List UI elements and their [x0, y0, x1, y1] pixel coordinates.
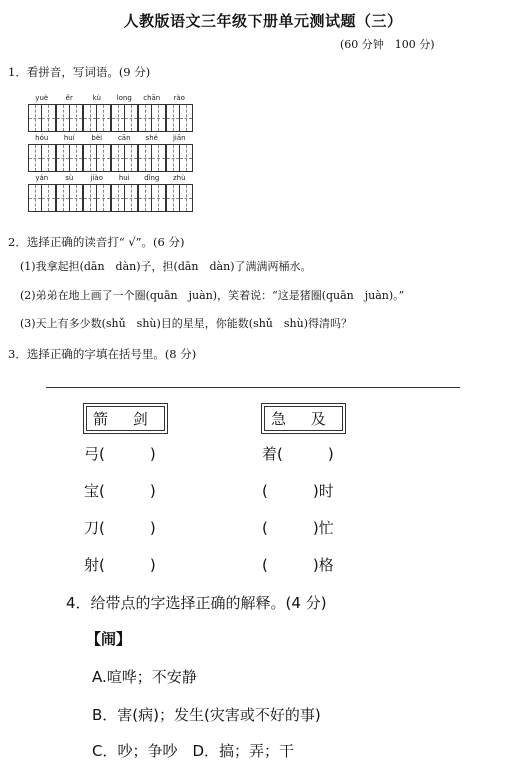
pinyin-label: huì: [118, 174, 130, 182]
writing-boxes[interactable]: [28, 104, 56, 132]
q2-item-3: (3)天上有多少数(shǔ shù)目的星星，你能数(shǔ shù)得清吗？: [20, 317, 353, 330]
writing-boxes[interactable]: [138, 144, 166, 172]
q2-item-2: (2)弟弟在地上画了一个圈(quān juàn)，笑着说：“这是猪圈(quān juàn)。”: [20, 289, 405, 302]
word-cell: [111, 93, 139, 132]
word-cell: [138, 93, 166, 132]
fill-blank-left-1[interactable]: 弓( ): [84, 445, 156, 463]
word-cell: [56, 133, 84, 172]
writing-boxes[interactable]: [56, 184, 84, 212]
pinyin-row-3: [28, 173, 193, 212]
writing-boxes[interactable]: [166, 144, 194, 172]
pinyin-label: jiào: [90, 174, 103, 182]
fill-blank-left-2[interactable]: 宝( ): [84, 482, 156, 500]
word-cell: [56, 93, 84, 132]
pinyin-label: zhù: [172, 174, 186, 182]
q4-word: 【闹】: [86, 630, 132, 648]
divider-line: [46, 387, 460, 388]
q1-heading: 1．看拼音，写词语。(9 分): [8, 65, 151, 79]
writing-boxes[interactable]: [138, 184, 166, 212]
pinyin-label: huí: [63, 134, 75, 142]
writing-boxes[interactable]: [83, 144, 111, 172]
writing-boxes[interactable]: [28, 144, 56, 172]
fill-blank-right-4[interactable]: ( )格: [262, 556, 334, 574]
word-cell: [138, 173, 166, 212]
q4-heading: 4．给带点的字选择正确的解释。(4 分): [66, 594, 327, 612]
pinyin-label: shé: [145, 134, 158, 142]
pinyin-label: rào: [173, 94, 185, 102]
word-cell: [28, 173, 56, 212]
word-cell: [166, 93, 194, 132]
writing-boxes[interactable]: [56, 104, 84, 132]
q4-option-b[interactable]: B．害(病)；发生(灾害或不好的事): [92, 706, 321, 724]
word-cell: [83, 93, 111, 132]
word-cell: [166, 173, 194, 212]
fill-blank-right-3[interactable]: ( )忙: [262, 519, 334, 537]
word-cell: [166, 133, 194, 172]
pinyin-label: sù: [65, 174, 74, 182]
word-cell: [111, 173, 139, 212]
q4-option-cd[interactable]: C．吵；争吵 D．搞；弄；干: [92, 742, 295, 760]
fill-blank-left-3[interactable]: 刀( ): [84, 519, 156, 537]
pinyin-label: yán: [35, 174, 49, 182]
pinyin-label: chān: [143, 94, 161, 102]
writing-boxes[interactable]: [83, 184, 111, 212]
writing-boxes[interactable]: [111, 184, 139, 212]
word-cell: [56, 173, 84, 212]
word-cell: [28, 93, 56, 132]
word-cell: [138, 133, 166, 172]
pinyin-label: ěr: [65, 94, 73, 102]
pinyin-row-2: [28, 133, 193, 172]
writing-boxes[interactable]: [56, 144, 84, 172]
char-choice-box-left: 箭 剑: [86, 406, 165, 431]
pinyin-label: dǐng: [144, 174, 160, 182]
writing-boxes[interactable]: [166, 184, 194, 212]
word-cell: [28, 133, 56, 172]
writing-boxes[interactable]: [166, 104, 194, 132]
pinyin-label: kù: [92, 94, 101, 102]
writing-boxes[interactable]: [28, 184, 56, 212]
writing-boxes[interactable]: [138, 104, 166, 132]
q4-option-a[interactable]: A.喧哗；不安静: [92, 668, 197, 686]
writing-boxes[interactable]: [83, 104, 111, 132]
q3-heading: 3．选择正确的字填在括号里。(8 分): [8, 347, 197, 361]
pinyin-label: hóu: [35, 134, 49, 142]
pinyin-row-1: [28, 93, 193, 132]
fill-blank-right-2[interactable]: ( )时: [262, 482, 334, 500]
q2-heading: 2．选择正确的读音打“ √”。(6 分): [8, 235, 185, 249]
word-cell: [83, 133, 111, 172]
pinyin-label: jiān: [172, 134, 186, 142]
word-cell: [83, 173, 111, 212]
word-cell: [111, 133, 139, 172]
fill-blank-right-1[interactable]: 着( ): [262, 445, 334, 463]
pinyin-label: long: [116, 94, 132, 102]
char-choice-box-right: 急 及: [264, 406, 343, 431]
writing-boxes[interactable]: [111, 104, 139, 132]
q2-item-1: (1)我拿起担(dān dàn)子，担(dān dàn)了满满两桶水。: [20, 260, 312, 273]
exam-duration-score: (60 分钟 100 分): [340, 38, 435, 51]
fill-blank-left-4[interactable]: 射( ): [84, 556, 156, 574]
page-title: 人教版语文三年级下册单元测试题（三）: [123, 12, 403, 30]
pinyin-label: cān: [117, 134, 131, 142]
pinyin-label: bèi: [91, 134, 103, 142]
writing-boxes[interactable]: [111, 144, 139, 172]
pinyin-label: yuè: [35, 94, 49, 102]
